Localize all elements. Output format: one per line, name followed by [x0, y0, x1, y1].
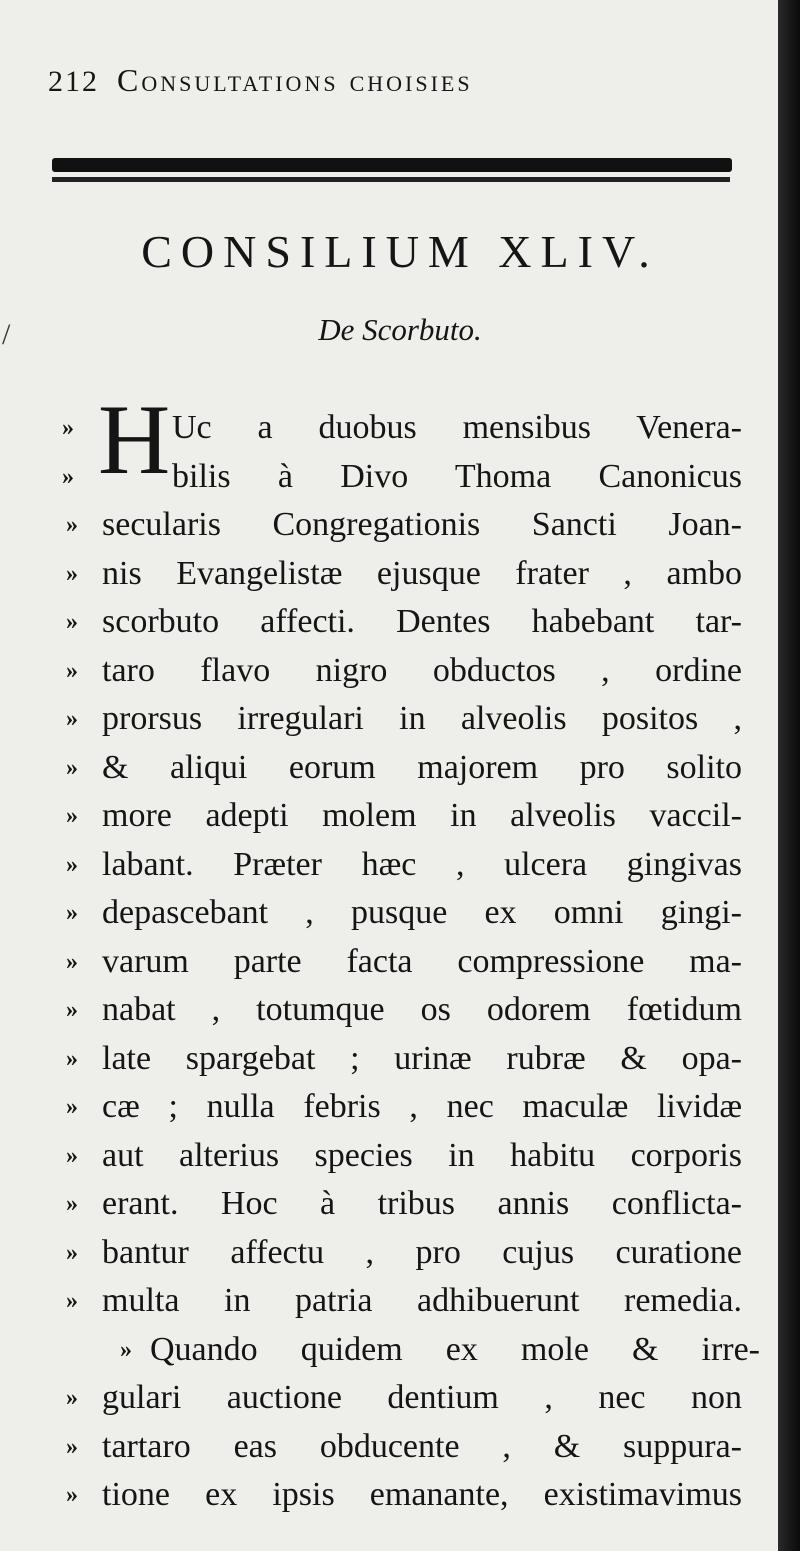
text-line: secularis Congregationis Sancti Joan- [102, 506, 742, 543]
quote-mark: » [120, 1337, 132, 1363]
quote-mark: » [66, 706, 78, 732]
text-line: taro flavo nigro obductos , ordine [102, 652, 742, 689]
text-line: bantur affectu , pro cujus curatione [102, 1234, 742, 1271]
section-subtitle: De Scorbuto. [318, 312, 482, 347]
section-title: CONSILIUM XLIV. [141, 226, 659, 277]
quote-mark: » [66, 1288, 78, 1314]
text-line: tione ex ipsis emanante, existimavimus [102, 1476, 742, 1513]
quote-mark: » [66, 1046, 78, 1072]
text-line: prorsus irregulari in alveolis positos , [102, 700, 742, 737]
quote-mark: » [66, 512, 78, 538]
text-line: scorbuto affecti. Dentes habebant tar- [102, 603, 742, 640]
quote-mark: » [66, 1385, 78, 1411]
text-line: nabat , totumque os odorem fœtidum [102, 991, 742, 1028]
text-line: Quando quidem ex mole & irre- [150, 1331, 760, 1368]
text-line: nis Evangelistæ ejusque frater , ambo [102, 555, 742, 592]
text-line: erant. Hoc à tribus annis conflicta- [102, 1185, 742, 1222]
quote-mark: » [66, 949, 78, 975]
text-line: more adepti molem in alveolis vaccil- [102, 797, 742, 834]
text-line: gulari auctione dentium , nec non [102, 1379, 742, 1416]
running-title: Consultations choisies [117, 62, 473, 98]
quote-mark: » [66, 1240, 78, 1266]
text-line: varum parte facta compressione ma- [102, 943, 742, 980]
page-number: 212 [48, 65, 99, 98]
quote-mark: » [66, 1143, 78, 1169]
quote-mark: » [66, 561, 78, 587]
quote-mark: » [66, 1094, 78, 1120]
text-line: tartaro eas obducente , & suppura- [102, 1428, 742, 1465]
quote-mark: » [66, 1191, 78, 1217]
quote-mark: » [66, 609, 78, 635]
text-line: Uc a duobus mensibus Venera- [172, 409, 742, 446]
text-line: cæ ; nulla febris , nec maculæ lividæ [102, 1088, 742, 1125]
text-line: multa in patria adhibuerunt remedia. [102, 1282, 742, 1319]
quote-mark: » [66, 658, 78, 684]
quote-mark: » [66, 900, 78, 926]
quote-mark: » [66, 997, 78, 1023]
text-line: aut alterius species in habitu corporis [102, 1137, 742, 1174]
quote-mark: » [66, 1434, 78, 1460]
quote-mark: » [66, 755, 78, 781]
quote-mark: » [62, 464, 74, 490]
quote-mark: » [62, 415, 74, 441]
margin-mark: / [2, 318, 11, 351]
text-line: depascebant , pusque ex omni gingi- [102, 894, 742, 931]
quote-mark: » [66, 852, 78, 878]
drop-cap: H [98, 384, 171, 495]
text-line: labant. Præter hæc , ulcera gingivas [102, 846, 742, 883]
quote-mark: » [66, 803, 78, 829]
text-line: & aliqui eorum majorem pro solito [102, 749, 742, 786]
text-line: bilis à Divo Thoma Canonicus [172, 458, 742, 495]
quote-mark: » [66, 1482, 78, 1508]
page-edge-shadow [778, 0, 800, 1551]
text-line: late spargebat ; urinæ rubræ & opa- [102, 1040, 742, 1077]
